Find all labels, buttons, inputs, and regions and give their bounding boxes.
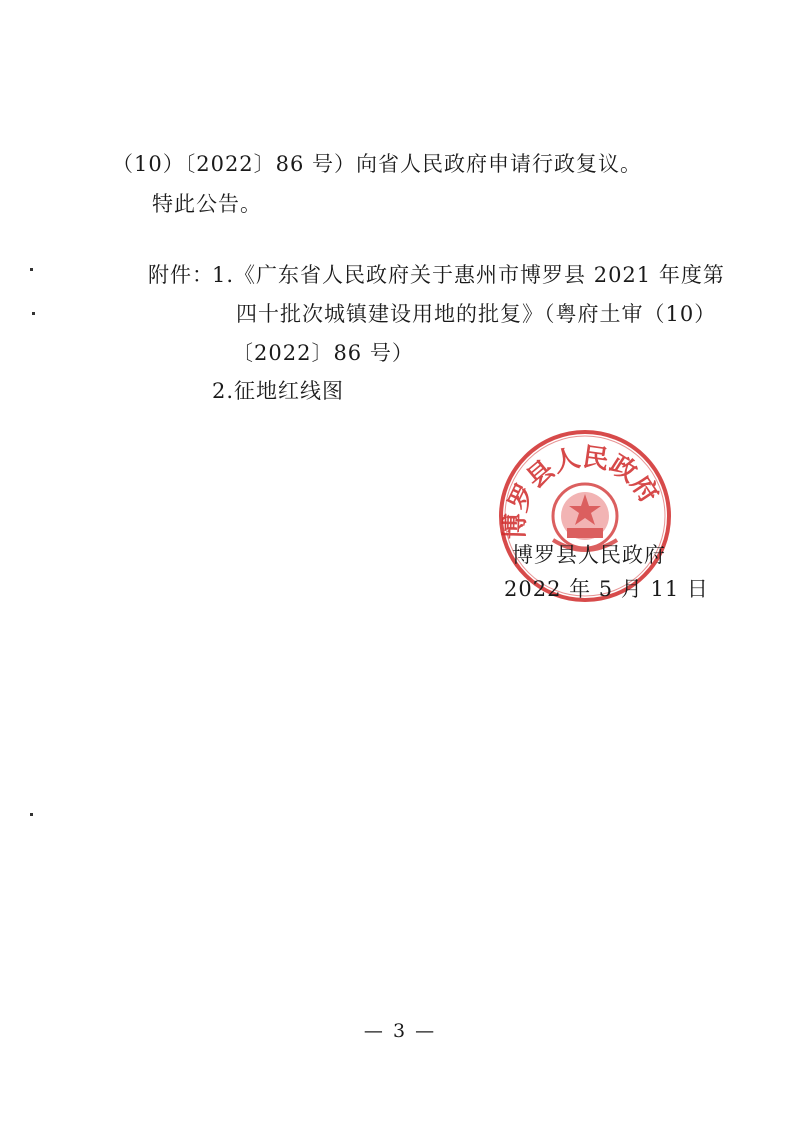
body-line-2: 特此公告。 <box>152 192 262 216</box>
attachment-1-line-1: 1.《广东省人民政府关于惠州市博罗县 2021 年度第 <box>212 263 725 287</box>
signature-date: 2022 年 5 月 11 日 <box>504 577 709 601</box>
signature-org: 博罗县人民政府 <box>512 543 666 567</box>
attachment-1-line-3: 〔2022〕86 号） <box>232 341 414 365</box>
signature-block <box>504 538 709 606</box>
attachment-label: 附件： <box>148 263 214 287</box>
scan-speck <box>30 813 33 816</box>
attachment-2: 2.征地红线图 <box>212 379 345 403</box>
attachment-1-line-2: 四十批次城镇建设用地的批复》（粤府土审（10） <box>236 302 717 326</box>
scan-speck <box>30 268 33 271</box>
seal-text: 博罗县人民政府 <box>500 442 664 540</box>
page-number: — 3 — <box>363 1020 437 1042</box>
body-line-1: （10）〔2022〕86 号）向省人民政府申请行政复议。 <box>112 152 643 176</box>
scan-speck <box>32 312 35 315</box>
